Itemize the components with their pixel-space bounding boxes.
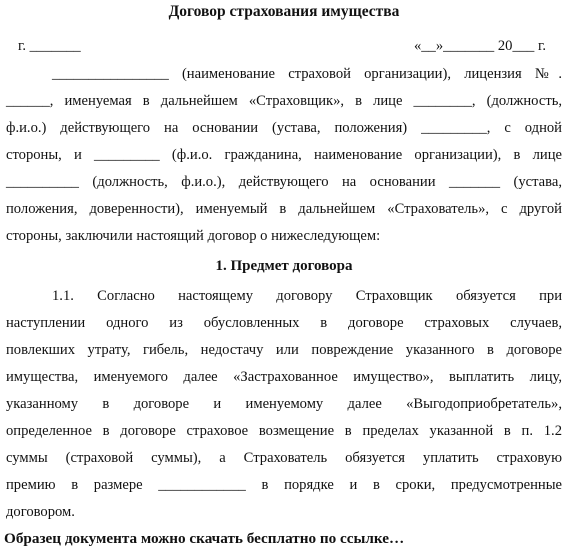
section-line: повлекших утрату, гибель, недостачу или повреждение указанного в договоре xyxy=(6,342,562,358)
section-line: 1.1. Согласно настоящему договору Страховщик обязуется при xyxy=(52,288,562,304)
intro-line: стороны, и _________ (ф.и.о. гражданина, наименование организации), в лице xyxy=(6,147,562,163)
section-line: имущества, именуемого далее «Застрахованное имущество», выплатить лицу, xyxy=(6,369,562,385)
section-line: премию в размере ____________ в порядке и в сроки, предусмотренные xyxy=(6,477,562,493)
intro-line: ф.и.о.) действующего на основании (устава, положения) _________, с одной xyxy=(6,120,562,136)
document-title: Договор страхования имущества xyxy=(168,3,400,20)
section-line: суммы (страховой суммы), а Страхователь обязуется уплатить страховую xyxy=(6,450,562,466)
header-date: «__»_______ 20___ г. xyxy=(413,38,546,54)
intro-line: ________________ (наименование страховой организации), лицензия №. xyxy=(52,66,562,82)
section-line: указанному в договоре и именуемому далее «Выгодоприобретатель», xyxy=(6,396,562,412)
section-line: определенное в договоре страховое возмещение в пределах указанной в п. 1.2 xyxy=(6,423,562,439)
intro-line: положения, доверенности), именуемый в дальнейшем «Страхователь», с другой xyxy=(6,201,562,217)
section-heading: 1. Предмет договора xyxy=(215,258,353,274)
intro-line: ______, именуемая в дальнейшем «Страховщик», в лице ________, (должность, xyxy=(6,93,562,109)
intro-line: __________ (должность, ф.и.о.), действующего на основании _______ (устава, xyxy=(6,174,562,190)
header-city: г. _______ xyxy=(18,38,81,54)
section-line: договором. xyxy=(6,504,75,520)
section-line: наступлении одного из обусловленных в договоре страховых случаев, xyxy=(6,315,562,331)
download-link-text[interactable]: Образец документа можно скачать бесплатно по ссылке… xyxy=(4,530,405,547)
intro-line: стороны, заключили настоящий договор о нижеследующем: xyxy=(6,228,381,244)
